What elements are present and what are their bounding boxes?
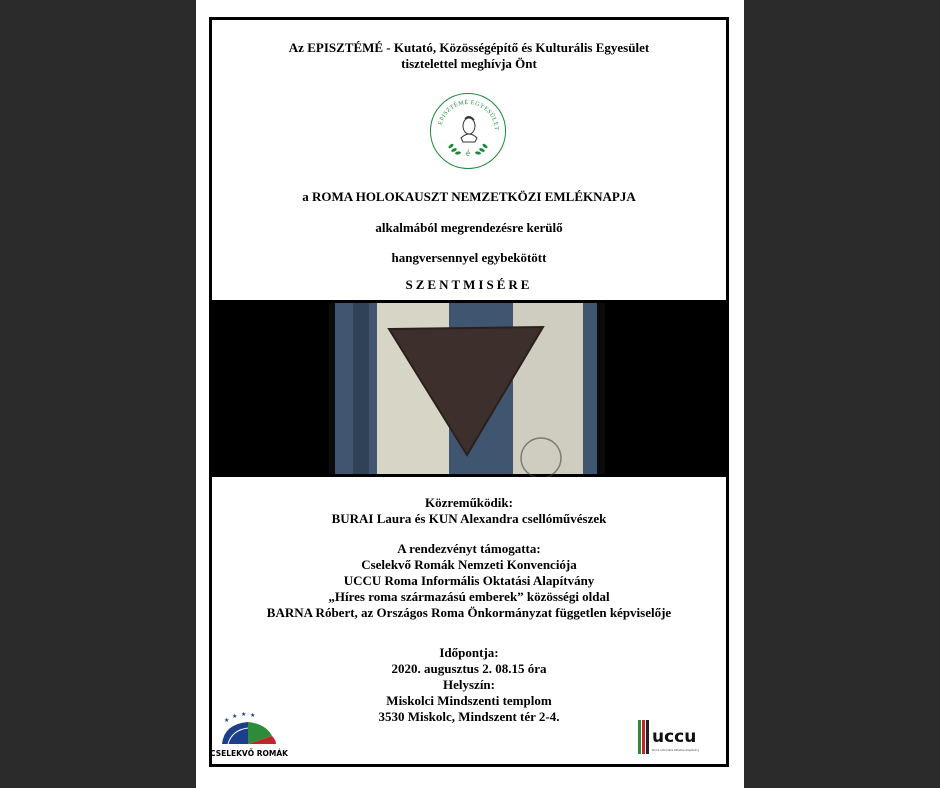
logo-arc-text: EPISZTÉMÉ EGYESÜLET — [437, 99, 500, 131]
uccu-logo — [636, 716, 718, 758]
participants-names: BURAI Laura és KUN Alexandra csellóművészek — [331, 511, 607, 526]
time-value: 2020. augusztus 2. 08.15 óra — [391, 661, 547, 676]
time-label: Időpontja: — [439, 645, 499, 660]
supporter-item: UCCU Roma Informális Oktatási Alapítvány — [343, 573, 595, 588]
laurel-portrait-icon — [431, 94, 505, 168]
cselekvo-romak-logo — [210, 711, 288, 760]
invitation-top-panel — [212, 20, 726, 300]
uccu-bars-icon — [636, 716, 718, 758]
event-title: a ROMA HOLOKAUSZT NEMZETKÖZI EMLÉKNAPJA — [302, 189, 636, 204]
place-address: 3530 Miskolc, Mindszent tér 2-4. — [378, 709, 560, 724]
organizer-line: Az EPISZTÉMÉ - Kutató, Közösségépítő és Kulturális Egyesület — [288, 40, 650, 55]
badge-photo — [329, 303, 605, 474]
supporters-heading: A rendezvényt támogatta: — [397, 541, 541, 556]
uccu-logo-subtext: Roma Informális Oktatási Alapítvány — [652, 749, 700, 752]
svg-text:★: ★ — [250, 712, 256, 719]
black-triangle-badge-image — [329, 303, 605, 474]
logo-letter: é — [466, 148, 470, 158]
cselekvo-logo-text: CSELEKVŐ ROMÁK — [210, 749, 288, 758]
svg-text:★: ★ — [232, 713, 238, 720]
fan-stars-icon — [210, 711, 288, 760]
invitation-line: tisztelettel meghívja Önt — [401, 56, 537, 71]
supporter-item: BARNA Róbert, az Országos Roma Önkormányzat független képviselője — [266, 605, 672, 620]
episzteme-logo — [430, 93, 506, 169]
event-line-4: SZENTMISÉRE — [405, 277, 533, 292]
svg-text:★: ★ — [241, 711, 247, 718]
event-line-2: alkalmából megrendezésre kerülő — [375, 220, 563, 235]
svg-text:★: ★ — [224, 717, 230, 724]
participants-heading: Közreműködik: — [425, 495, 513, 510]
event-line-3: hangversennyel egybekötött — [391, 250, 547, 265]
supporter-item: Cselekvő Romák Nemzeti Konvenciója — [361, 557, 577, 572]
place-label: Helyszín: — [443, 677, 495, 692]
supporter-item: „Híres roma származású emberek” közösségi oldal — [328, 589, 610, 604]
place-name: Miskolci Mindszenti templom — [386, 693, 552, 708]
uccu-logo-text: uccu — [652, 727, 697, 747]
